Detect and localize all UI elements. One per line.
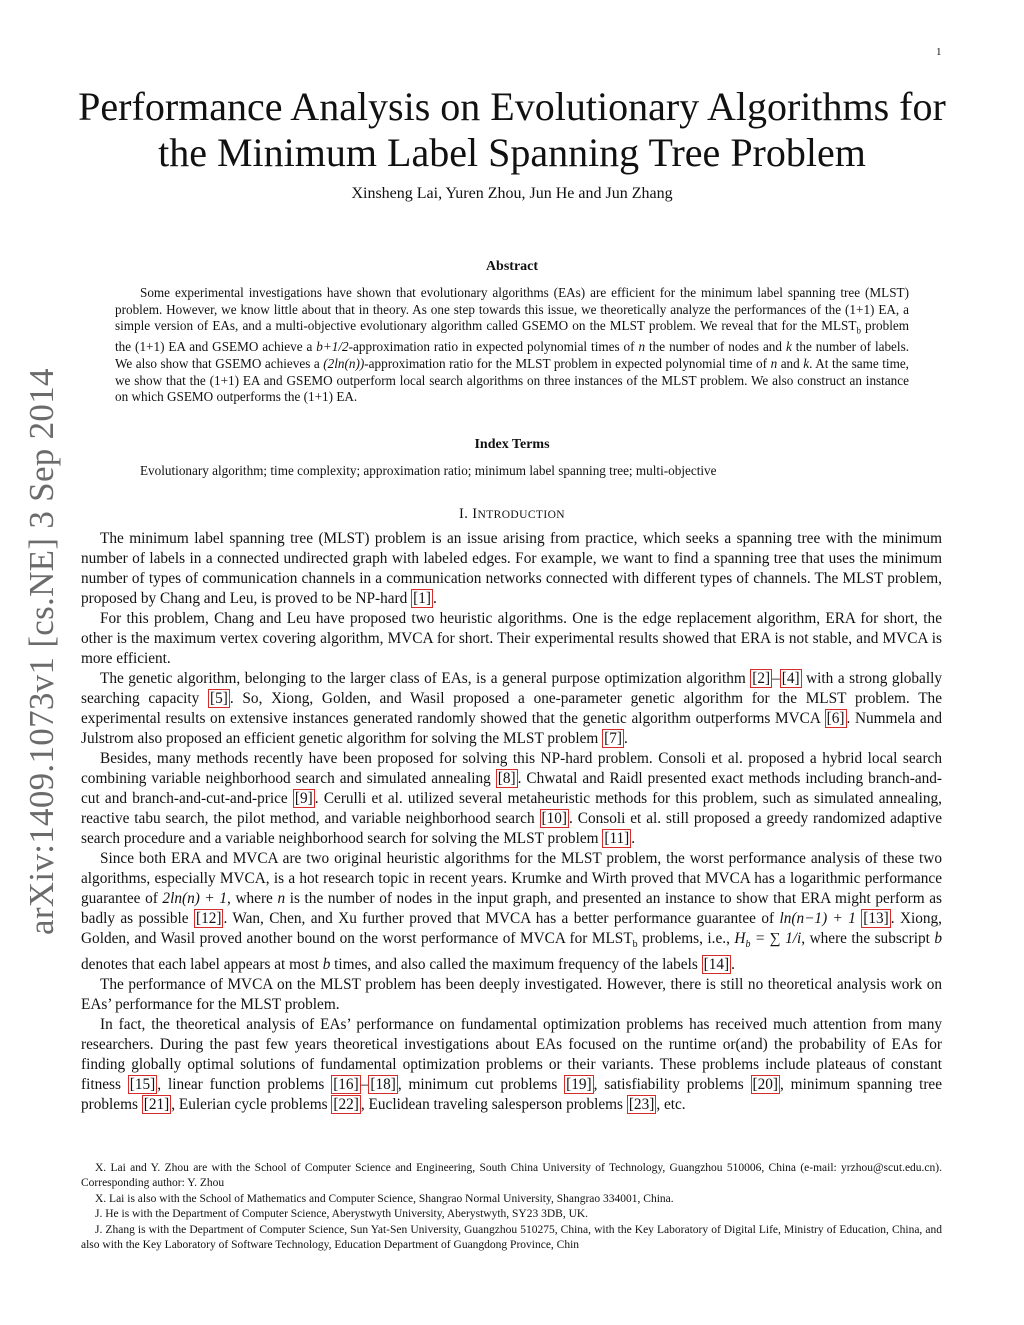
author-list: Xinsheng Lai, Yuren Zhou, Jun He and Jun Zhang bbox=[351, 185, 673, 202]
index-terms-text: Evolutionary algorithm; time complexity; approximation ratio; minimum label spanning tree; multi-objective bbox=[140, 463, 717, 478]
citation-link[interactable]: [20] bbox=[752, 1076, 779, 1094]
arxiv-identifier-stamp: arXiv:1409.1073v1 [cs.NE] 3 Sep 2014 bbox=[22, 368, 61, 935]
citation-link[interactable]: [11] bbox=[604, 830, 630, 847]
citation-link[interactable]: [16] bbox=[333, 1076, 359, 1094]
paragraph: The performance of MVCA on the MLST problem has been deeply investigated. However, there is still no theoretical analysis work on EAs’ performance for the MLST problem. bbox=[81, 976, 942, 1014]
citation-link[interactable]: [21] bbox=[143, 1096, 170, 1114]
paragraph: Since both ERA and MVCA are two original heuristic algorithms for the MLST problem, the worst performance analysis of these two algorithms, especially MVCA, is a hot research topic in recent years. Krumke and Wirth proved that MVCA has a logarithmic performance guarantee of 2ln(n) + 1, where n is the number of nodes in the input graph, and presented an instance to show that ERA might perform as badly as possible [12] . Wan, Chen, and Xu further proved that MVCA has a better performance guarantee of ln(n−1) + 1 [13] . Xiong, Golden, and Wasil proved another bound on the worst performance of MVCA for $MLST_b$ problems, i.e., $H_b$ = ∑ 1/i, where the subscript b denotes that each label appears at most b times, and also called the maximum frequency of the labels [14] . bbox=[81, 850, 943, 974]
citation-link[interactable]: [22] bbox=[333, 1096, 359, 1114]
footnote: J. Zhang is with the Department of Computer Science, Sun Yat-Sen University, Guangzhou 510275, China, with the Key Laboratory of Digital Life, Ministry of Education, China, and also with the Key Laboratory of Software Technology, Education Department of Guangdong Province, Chin bbox=[81, 1223, 942, 1252]
paragraph: The minimum label spanning tree (MLST) problem is an issue arising from practice, which seeks a spanning tree with the minimum number of labels in a connected undirected graph with labeled edges. For example, we want to find a spanning tree that uses the minimum number of types of communication channels in a communication networks connected with different types of channels. The MLST problem, proposed by Chang and Leu, is proved to be NP-hard [1] . bbox=[81, 530, 942, 607]
citation-link[interactable]: [13] bbox=[863, 910, 889, 927]
affiliation-footnotes bbox=[81, 1161, 942, 1253]
paragraph: The genetic algorithm, belonging to the larger class of EAs, is a general purpose optimization algorithm [2] – [4] with a strong globally searching capacity [5] . So, Xiong, Golden, and Wasil proposed a one-parameter genetic algorithm for the MLST problem. The experimental results on extensive instances generated randomly showed that the genetic algorithm outperforms MVCA [6] . Nummela and Julstrom also proposed an efficient genetic algorithm for solving the MLST problem [7] . bbox=[81, 670, 942, 747]
paragraph: In fact, the theoretical analysis of EAs’ performance on fundamental optimization problems has received much attention from many researchers. During the past few years theoretical investigations about EAs focused on the runtime or(and) the probability of EAs for finding globally optimal solutions of fundamental optimization problems or their variants. These problems include plateaus of constant fitness [15] , linear function problems [16] – [18] , minimum cut problems [19] , satisfiability problems [20] , minimum spanning tree problems [21] , Eulerian cycle problems [22] , Euclidean traveling salesperson problems [23] , etc. bbox=[81, 1016, 942, 1114]
citation-link[interactable]: [19] bbox=[566, 1076, 592, 1094]
citation-link[interactable]: [14] bbox=[703, 956, 730, 974]
citation-link[interactable]: [1] bbox=[413, 590, 431, 607]
footnote: X. Lai and Y. Zhou are with the School of Computer Science and Engineering, South China University of Technology, Guangzhou 510006, China (e-mail: yrzhou@scut.edu.cn). Corresponding author: Y. Zhou bbox=[81, 1162, 942, 1190]
index-terms-heading: Index Terms bbox=[474, 437, 550, 452]
citation-link[interactable]: [18] bbox=[370, 1076, 396, 1094]
citation-link[interactable]: [8] bbox=[497, 770, 516, 787]
section-heading-introduction: I. INTRODUCTION bbox=[459, 506, 565, 522]
citation-link[interactable]: [4] bbox=[781, 670, 800, 687]
footnote: X. Lai is also with the School of Mathematics and Computer Science, Shangrao Normal University, Shangrao 334001, China. bbox=[95, 1192, 674, 1205]
paper-title: Performance Analysis on Evolutionary Algorithms for the Minimum Label Spanning Tree Problem bbox=[78, 84, 946, 175]
citation-link[interactable]: [12] bbox=[195, 910, 222, 927]
abstract-text: Some experimental investigations have shown that evolutionary algorithms (EAs) are efficient for the minimum label spanning tree (MLST) problem. However, we know little about that in theory. As one step towards this issue, we theoretically analyze the performances of the (1+1) EA, a simple version of EAs, and a multi-objective evolutionary algorithm called GSEMO on the MLST problem. We reveal that for the $MLST_b$ problem the (1+1) EA and GSEMO achieve a b+1/2-approximation ratio in expected polynomial times of n the number of nodes and k the number of labels. We also show that GSEMO achieves a (2ln(n))-approximation ratio for the MLST problem in expected polynomial time of n and k. At the same time, we show that the (1+1) EA and GSEMO outperform local search algorithms on three instances of the MLST problem. We also construct an instance on which GSEMO outperforms the (1+1) EA. bbox=[115, 285, 910, 405]
citation-link[interactable]: [10] bbox=[541, 810, 568, 827]
abstract-heading: Abstract bbox=[485, 259, 539, 274]
citation-link[interactable]: [6] bbox=[826, 710, 845, 727]
citation-link[interactable]: [5] bbox=[210, 690, 228, 707]
page-number: 1 bbox=[936, 46, 942, 58]
introduction-body bbox=[81, 529, 942, 1115]
paragraph: For this problem, Chang and Leu have proposed two heuristic algorithms. One is the edge replacement algorithm, ERA for short, the other is the maximum vertex covering algorithm, MVCA for short. Their experimental results showed that ERA is not stable, and MVCA is more efficient. bbox=[81, 610, 942, 667]
citation-link[interactable]: [23] bbox=[628, 1096, 655, 1114]
citation-link[interactable]: [7] bbox=[604, 730, 622, 747]
citation-link[interactable]: [15] bbox=[129, 1076, 156, 1094]
paragraph: Besides, many methods recently have been proposed for solving this NP-hard problem. Consoli et al. proposed a hybrid local search combining variable neighborhood search and simulated annealing [8] . Chwatal and Raidl presented exact methods including branch-and-cut and branch-and-cut-and-price [9] . Cerulli et al. utilized several metaheuristic methods for this problem, such as simulated annealing, reactive tabu search, the pilot method, and variable neighborhood search [10] . Consoli et al. still proposed a greedy randomized adaptive search procedure and a variable neighborhood search for solving the MLST problem [11] . bbox=[81, 750, 942, 847]
citation-link[interactable]: [9] bbox=[294, 790, 313, 807]
footnote: J. He is with the Department of Computer Science, Aberystwyth University, Aberystwyth, SY23 3DB, UK. bbox=[95, 1208, 589, 1221]
citation-link[interactable]: [2] bbox=[752, 670, 771, 687]
